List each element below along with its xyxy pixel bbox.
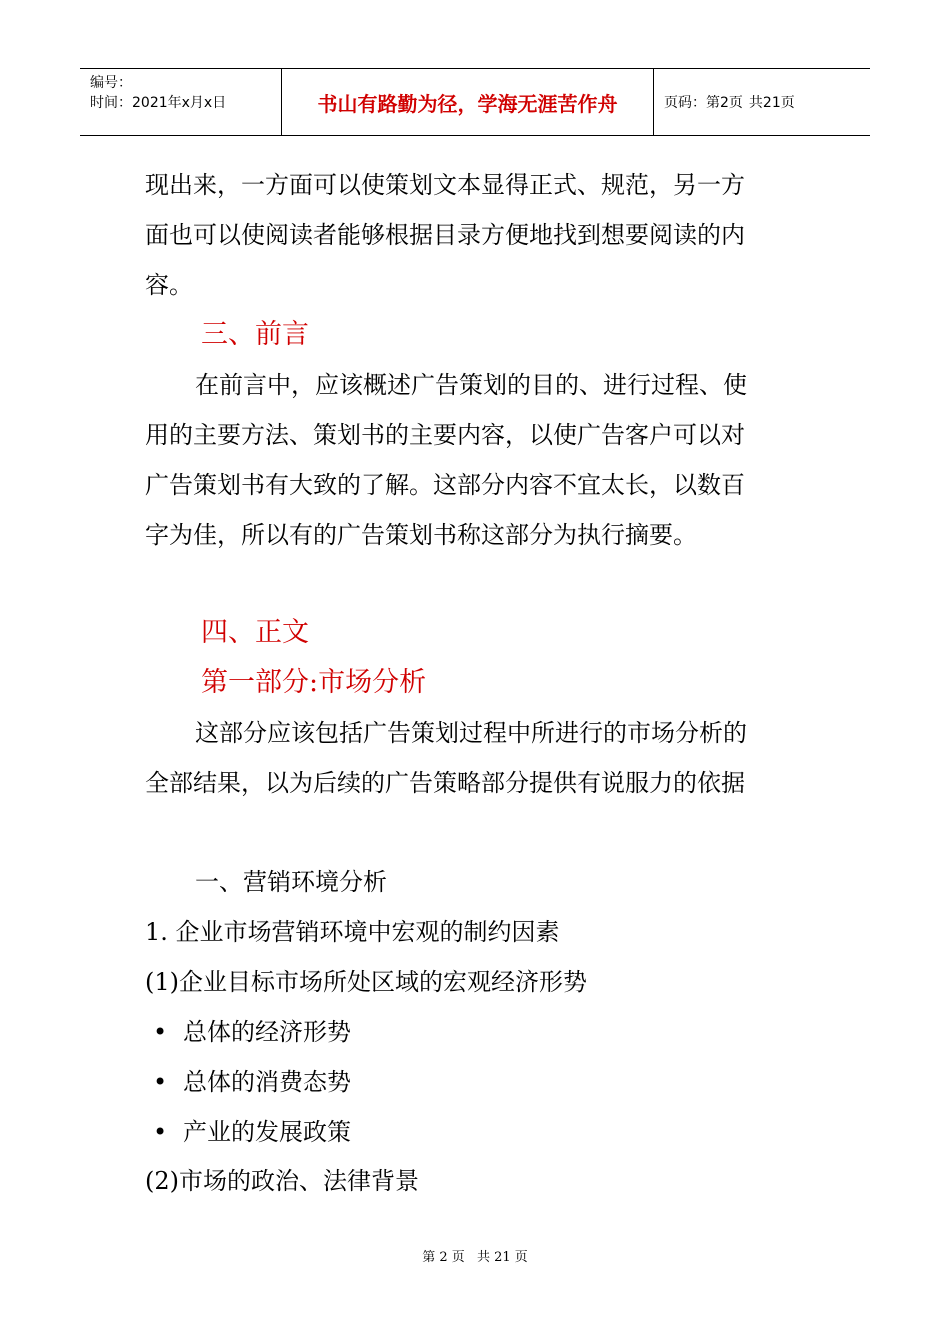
header-page-total: 共21页 bbox=[748, 95, 795, 111]
bullet-item: 总体的消费态势 bbox=[183, 1068, 351, 1096]
bullet-icon: • bbox=[153, 1068, 168, 1096]
paragraph-line: 广告策划书有大致的了解。这部分内容不宜太长，以数百 bbox=[145, 471, 745, 499]
paragraph-line: 用的主要方法、策划书的主要内容，以使广告客户可以对 bbox=[145, 421, 745, 449]
list-item: 1. 企业市场营销环境中宏观的制约因素 bbox=[145, 918, 560, 946]
bullet-item: 总体的经济形势 bbox=[183, 1018, 351, 1046]
section-heading-preface: 三、前言 bbox=[201, 319, 309, 350]
paragraph-line: 在前言中，应该概述广告策划的目的、进行过程、使 bbox=[195, 371, 747, 399]
section-heading-main: 四、正文 bbox=[201, 617, 309, 648]
header-motto: 书山有路勤为径，学海无涯苦作舟 bbox=[282, 69, 654, 135]
header-page-number: 页码：第2页 bbox=[664, 95, 743, 111]
page-footer bbox=[0, 1246, 950, 1265]
footer-page-total: 共 21 页 bbox=[476, 1250, 528, 1265]
document-date-label: 时间：2021年x月x日 bbox=[90, 95, 227, 111]
subsection-heading-market-analysis: 第一部分:市场分析 bbox=[201, 667, 427, 698]
paragraph-line: 面也可以使阅读者能够根据目录方便地找到想要阅读的内 bbox=[145, 221, 745, 249]
list-item: (1)企业目标市场所处区域的宏观经济形势 bbox=[145, 968, 587, 996]
paragraph-line: 现出来，一方面可以使策划文本显得正式、规范，另一方 bbox=[145, 171, 745, 199]
subsection-heading-marketing-environment: 一、营销环境分析 bbox=[195, 868, 387, 896]
paragraph-line: 容。 bbox=[145, 271, 193, 299]
paragraph-line: 这部分应该包括广告策划过程中所进行的市场分析的 bbox=[195, 719, 747, 747]
bullet-item: 产业的发展政策 bbox=[183, 1118, 351, 1146]
footer-page-number: 第 2 页 bbox=[422, 1250, 465, 1265]
header-meta bbox=[80, 69, 282, 135]
document-number-label: 编号： bbox=[90, 75, 132, 91]
paragraph-line: 字为佳，所以有的广告策划书称这部分为执行摘要。 bbox=[145, 521, 697, 549]
bullet-icon: • bbox=[153, 1118, 168, 1146]
page-header bbox=[80, 68, 870, 136]
list-item: (2)市场的政治、法律背景 bbox=[145, 1167, 419, 1195]
header-page-info bbox=[654, 69, 870, 135]
paragraph-line: 全部结果，以为后续的广告策略部分提供有说服力的依据 bbox=[145, 769, 745, 797]
bullet-icon: • bbox=[153, 1018, 168, 1046]
